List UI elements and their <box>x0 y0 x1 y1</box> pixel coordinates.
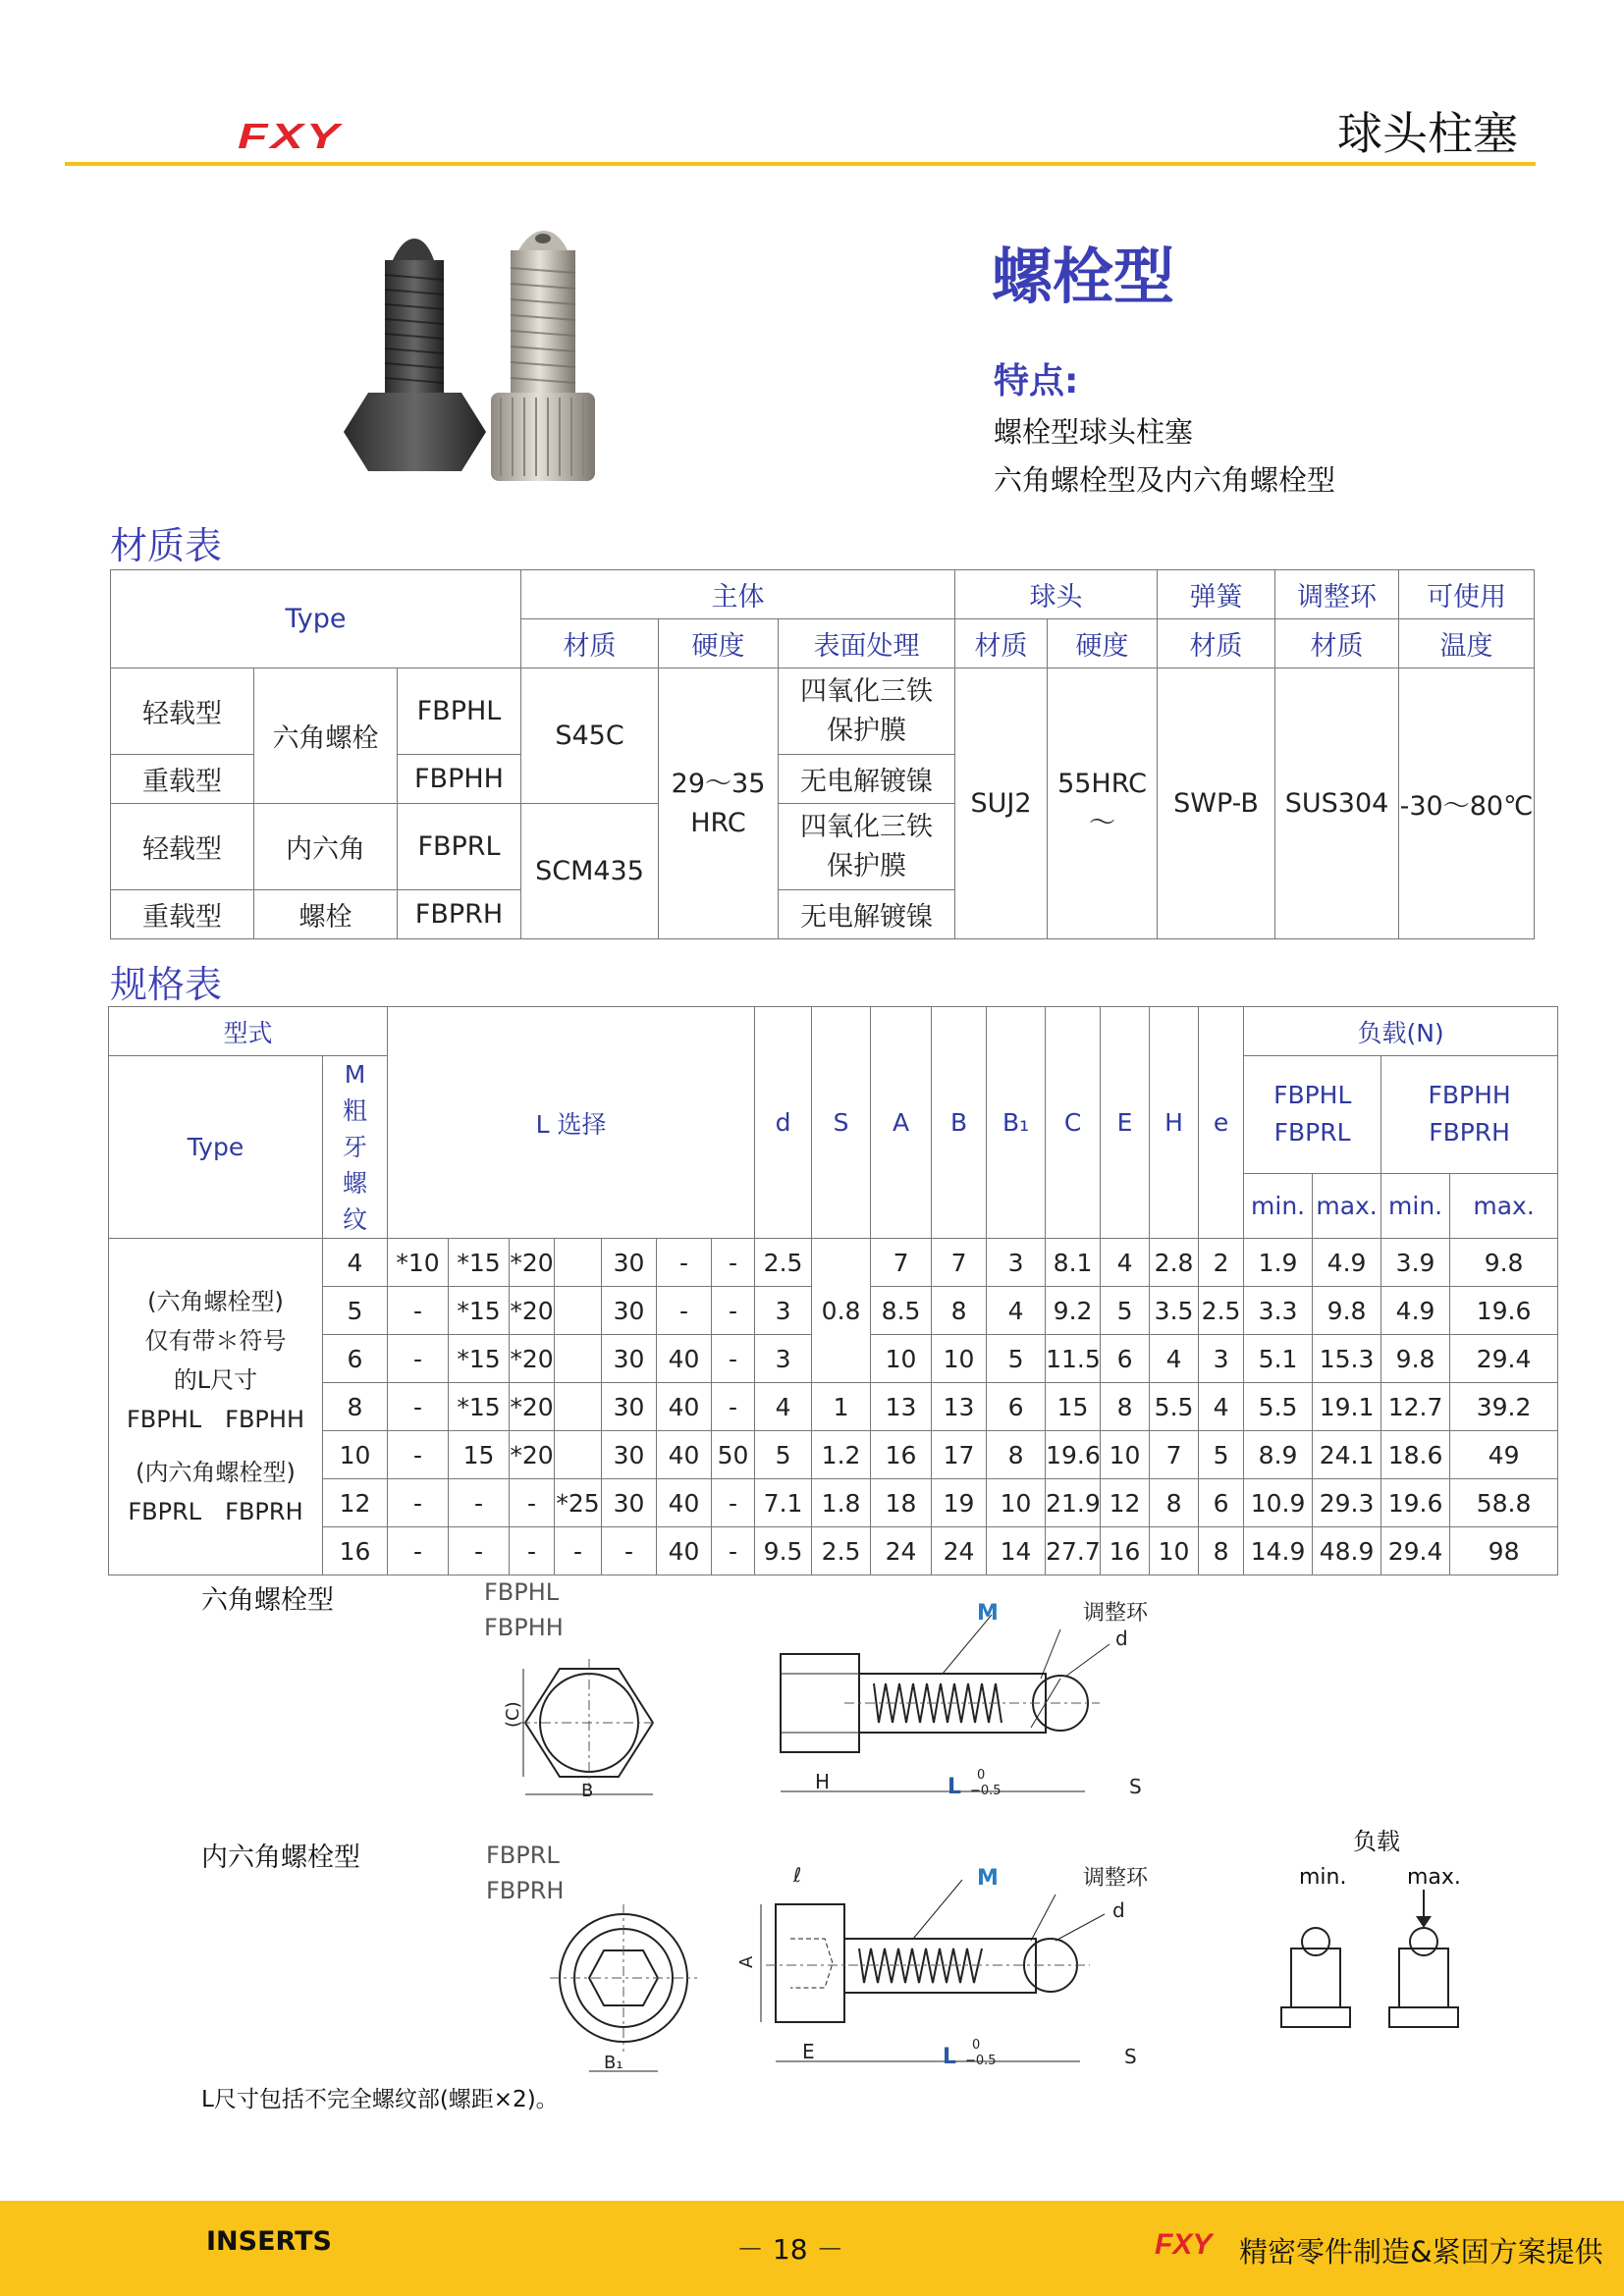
l-option-cell: - <box>657 1287 712 1335</box>
hex-code: FBPHH <box>484 1614 564 1641</box>
dim-d: d <box>1112 1898 1125 1922</box>
load-cell: 29.3 <box>1313 1479 1381 1527</box>
dim-cell: 8 <box>1150 1479 1199 1527</box>
dim-cell: 8 <box>1101 1383 1150 1431</box>
dim-cell: 11.5 <box>1046 1335 1101 1383</box>
load-cell: 重载型 <box>111 890 254 939</box>
col-header: E <box>1101 1007 1150 1239</box>
dim-cell: 3 <box>755 1335 812 1383</box>
load-cell: 8.9 <box>1244 1431 1313 1479</box>
m-size-cell: 5 <box>323 1287 388 1335</box>
m-size-cell: 8 <box>323 1383 388 1431</box>
dim-cell: 13 <box>871 1383 932 1431</box>
dim-cell: 12 <box>1101 1479 1150 1527</box>
dim-ring: 调整环 <box>1083 1601 1149 1626</box>
l-option-cell: *20 <box>510 1287 555 1335</box>
l-option-cell: *20 <box>510 1431 555 1479</box>
dim-cell: 5 <box>1101 1287 1150 1335</box>
type-note: (六角螺栓型) <box>147 1288 284 1315</box>
dim-cell: 10 <box>1150 1527 1199 1575</box>
dim-cell: 10 <box>1101 1431 1150 1479</box>
ball-group-header: 球头 <box>955 570 1158 619</box>
l-option-cell: - <box>388 1431 449 1479</box>
feature-item: 螺栓型球头柱塞 <box>994 415 1194 449</box>
hex-end-view <box>491 1649 687 1806</box>
tol-top: 0 <box>972 2038 981 2053</box>
l-option-cell: - <box>712 1479 755 1527</box>
l-option-cell: - <box>388 1335 449 1383</box>
surface-header: 表面处理 <box>779 619 955 668</box>
socket-code: FBPRL <box>486 1842 560 1869</box>
load-cell: 9.8 <box>1313 1287 1381 1335</box>
dim-cell: 8.1 <box>1046 1239 1101 1287</box>
dim-e: E <box>802 2040 815 2063</box>
l-option-cell: - <box>449 1527 510 1575</box>
load-cell: 5.1 <box>1244 1335 1313 1383</box>
dim-c: (C) <box>503 1701 523 1728</box>
load-cell: 48.9 <box>1313 1527 1381 1575</box>
dim-l: L <box>947 1775 962 1799</box>
l-option-cell: 30 <box>602 1239 657 1287</box>
dim-cell: 10 <box>987 1479 1046 1527</box>
load-cell: 24.1 <box>1313 1431 1381 1479</box>
dim-cell: 18 <box>871 1479 932 1527</box>
material-section-title: 材质表 <box>110 524 223 567</box>
dim-h: H <box>815 1770 831 1793</box>
dim-cell: 7 <box>871 1239 932 1287</box>
load-cell: 轻载型 <box>111 804 254 890</box>
l-option-cell: *15 <box>449 1383 510 1431</box>
load-cell: 18.6 <box>1381 1431 1450 1479</box>
model-header: 型式 <box>109 1007 388 1056</box>
l-option-cell <box>555 1239 602 1287</box>
spec-row <box>109 1431 1558 1479</box>
dim-cell: 15 <box>1046 1383 1101 1431</box>
load-cell: 9.8 <box>1381 1335 1450 1383</box>
load-diagram <box>1267 1826 1483 2042</box>
dim-cell: 4 <box>1101 1239 1150 1287</box>
load-max-label: max. <box>1407 1865 1461 1890</box>
l-option-cell <box>555 1287 602 1335</box>
l-option-cell: 15 <box>449 1431 510 1479</box>
l-option-cell: 30 <box>602 1479 657 1527</box>
col-header: B₁ <box>987 1007 1046 1239</box>
body-hardness-header: 硬度 <box>659 619 779 668</box>
ball-hardness-header: 硬度 <box>1048 619 1158 668</box>
spring-material-header: 材质 <box>1158 619 1275 668</box>
dim-s: S <box>1124 2045 1137 2068</box>
spec-table <box>108 1006 1558 1575</box>
m-size-cell: 10 <box>323 1431 388 1479</box>
l-option-cell: 30 <box>602 1383 657 1431</box>
dim-cell: 2.5 <box>755 1239 812 1287</box>
l-option-cell: - <box>712 1287 755 1335</box>
dim-cell: 16 <box>1101 1527 1150 1575</box>
dim-cell: 3 <box>755 1287 812 1335</box>
dim-cell: 5.5 <box>1150 1383 1199 1431</box>
header-divider <box>65 162 1536 166</box>
footer-tagline: 精密零件制造&紧固方案提供 <box>1239 2235 1603 2269</box>
socket-drawing-label: 内六角螺栓型 <box>201 1842 360 1873</box>
dim-cell: 3 <box>987 1239 1046 1287</box>
dim-cell: 3.5 <box>1150 1287 1199 1335</box>
dim-cell: 14 <box>987 1527 1046 1575</box>
dim-cell: 3 <box>1199 1335 1244 1383</box>
code-cell: FBPRL <box>398 804 521 890</box>
l-option-cell: - <box>388 1527 449 1575</box>
body-material-cell: SCM435 <box>521 804 659 939</box>
dim-cell: 24 <box>871 1527 932 1575</box>
l-option-cell: - <box>388 1287 449 1335</box>
type-header: Type <box>109 1056 323 1239</box>
spec-row <box>109 1479 1558 1527</box>
features-label: 特点: <box>994 361 1079 401</box>
dim-cell: 5 <box>1199 1431 1244 1479</box>
hex-drawing-label: 六角螺栓型 <box>201 1585 334 1616</box>
dim-b1: B₁ <box>604 2053 623 2073</box>
m-size-cell: 16 <box>323 1527 388 1575</box>
spec-row <box>109 1239 1558 1287</box>
dim-cell: 9.2 <box>1046 1287 1101 1335</box>
load-group-header: FBPHH FBPRH <box>1381 1056 1558 1174</box>
body-material-header: 材质 <box>521 619 659 668</box>
dim-cell: 4 <box>755 1383 812 1431</box>
spec-section-title: 规格表 <box>110 963 223 1006</box>
load-cell: 19.1 <box>1313 1383 1381 1431</box>
col-header: B <box>932 1007 987 1239</box>
l-option-cell: 50 <box>712 1431 755 1479</box>
l-option-cell: - <box>388 1383 449 1431</box>
dim-cell: 4 <box>987 1287 1046 1335</box>
col-header: d <box>755 1007 812 1239</box>
max-header: max. <box>1313 1173 1381 1238</box>
l-option-cell: *10 <box>388 1239 449 1287</box>
col-header: e <box>1199 1007 1244 1239</box>
dim-cell: 2.8 <box>1150 1239 1199 1287</box>
feature-item: 六角螺栓型及内六角螺栓型 <box>994 463 1336 497</box>
l-option-cell: - <box>712 1527 755 1575</box>
hardness-cell: 29～35 HRC <box>659 668 779 939</box>
kind-cell: 螺栓 <box>254 890 398 939</box>
dim-cell: 6 <box>1199 1479 1244 1527</box>
kind-cell: 内六角 <box>254 804 398 890</box>
l-option-cell: 30 <box>602 1431 657 1479</box>
l-option-cell: 40 <box>657 1479 712 1527</box>
load-cell: 14.9 <box>1244 1527 1313 1575</box>
dim-cell: 17 <box>932 1431 987 1479</box>
ring-cell: SUS304 <box>1275 668 1399 939</box>
l-option-cell: *15 <box>449 1239 510 1287</box>
load-cell: 3.9 <box>1381 1239 1450 1287</box>
min-header: min. <box>1244 1173 1313 1238</box>
load-header: 负载(N) <box>1244 1007 1558 1056</box>
kind-cell: 六角螺栓 <box>254 668 398 804</box>
dim-cell: 21.9 <box>1046 1479 1101 1527</box>
dim-cell: 6 <box>987 1383 1046 1431</box>
dim-cell: 5 <box>755 1431 812 1479</box>
page-title: 球头柱塞 <box>1337 107 1518 160</box>
hex-code: FBPHL <box>484 1578 560 1606</box>
type-note: 的L尺寸 <box>173 1366 258 1394</box>
l-option-cell: - <box>657 1239 712 1287</box>
surface-cell: 四氧化三铁保护膜 <box>779 668 955 755</box>
dim-cell: 1 <box>812 1383 871 1431</box>
dim-m: M <box>977 1866 999 1891</box>
l-option-cell: *20 <box>510 1335 555 1383</box>
type-note: FBPRL FBPRH <box>128 1498 303 1525</box>
load-cell: 轻载型 <box>111 668 254 755</box>
dim-l: L <box>943 2045 957 2069</box>
body-group-header: 主体 <box>521 570 955 619</box>
col-header: S <box>812 1007 871 1239</box>
dim-cell: 1.2 <box>812 1431 871 1479</box>
load-min-label: min. <box>1299 1865 1347 1890</box>
l-option-cell: *20 <box>510 1239 555 1287</box>
dim-cell: 8 <box>1199 1527 1244 1575</box>
l-option-cell: - <box>510 1527 555 1575</box>
m-size-cell: 4 <box>323 1239 388 1287</box>
type-note: FBPHL FBPHH <box>127 1406 304 1433</box>
l-option-cell: 30 <box>602 1287 657 1335</box>
dim-cell: 13 <box>932 1383 987 1431</box>
dim-ell: ℓ <box>793 1863 802 1887</box>
dim-cell: 0.8 <box>812 1239 871 1383</box>
load-cell: 15.3 <box>1313 1335 1381 1383</box>
dim-cell: 2.5 <box>1199 1287 1244 1335</box>
type-note: (内六角螺栓型) <box>135 1459 296 1486</box>
product-title: 螺栓型 <box>992 240 1175 312</box>
spring-group-header: 弹簧 <box>1158 570 1275 619</box>
surface-cell: 无电解镀镍 <box>779 755 955 804</box>
page-number: － 18 － <box>736 2233 844 2266</box>
surface-cell: 四氧化三铁保护膜 <box>779 804 955 890</box>
dim-cell: 8 <box>987 1431 1046 1479</box>
load-cell: 19.6 <box>1450 1287 1558 1335</box>
load-cell: 29.4 <box>1381 1527 1450 1575</box>
code-cell: FBPRH <box>398 890 521 939</box>
dim-cell: 10 <box>871 1335 932 1383</box>
l-option-cell: *15 <box>449 1287 510 1335</box>
dim-cell: 6 <box>1101 1335 1150 1383</box>
type-notes-cell <box>109 1239 323 1575</box>
min-header: min. <box>1381 1173 1450 1238</box>
l-option-cell <box>555 1335 602 1383</box>
load-cell: 49 <box>1450 1431 1558 1479</box>
socket-side-view <box>717 1860 1168 2076</box>
dim-cell: 7.1 <box>755 1479 812 1527</box>
temperature-cell: -30～80℃ <box>1399 668 1535 939</box>
load-cell: 1.9 <box>1244 1239 1313 1287</box>
l-option-cell: *15 <box>449 1335 510 1383</box>
load-group-header: FBPHL FBPRL <box>1244 1056 1381 1174</box>
l-option-cell <box>555 1383 602 1431</box>
type-note: 仅有带＊符号 <box>144 1327 287 1355</box>
l-option-cell: - <box>555 1527 602 1575</box>
m-size-cell: 12 <box>323 1479 388 1527</box>
temp-header: 温度 <box>1399 619 1535 668</box>
dim-cell: 5 <box>987 1335 1046 1383</box>
socket-end-view <box>540 1899 707 2081</box>
tol-bot: −0.5 <box>970 1784 1001 1798</box>
note-text: L尺寸包括不完全螺纹部(螺距×2)。 <box>201 2087 559 2112</box>
footer-category: INSERTS <box>206 2226 332 2257</box>
load-cell: 98 <box>1450 1527 1558 1575</box>
load-cell: 5.5 <box>1244 1383 1313 1431</box>
dim-ring: 调整环 <box>1083 1866 1149 1891</box>
ball-material-header: 材质 <box>955 619 1048 668</box>
max-header: max. <box>1450 1173 1558 1238</box>
l-option-cell: - <box>712 1335 755 1383</box>
dim-cell: 16 <box>871 1431 932 1479</box>
load-cell: 19.6 <box>1381 1479 1450 1527</box>
l-option-cell: 40 <box>657 1335 712 1383</box>
dim-cell: 9.5 <box>755 1527 812 1575</box>
l-option-cell: - <box>510 1479 555 1527</box>
product-photo <box>324 231 648 486</box>
l-option-cell: 30 <box>602 1335 657 1383</box>
col-header: C <box>1046 1007 1101 1239</box>
ring-material-header: 材质 <box>1275 619 1399 668</box>
temp-group-header: 可使用 <box>1399 570 1535 619</box>
load-cell: 58.8 <box>1450 1479 1558 1527</box>
load-cell: 4.9 <box>1381 1287 1450 1335</box>
body-material-cell: S45C <box>521 668 659 804</box>
m-thread-header: M 粗牙 螺纹 <box>323 1056 388 1239</box>
dim-cell: 8 <box>932 1287 987 1335</box>
dim-cell: 7 <box>1150 1431 1199 1479</box>
l-option-cell: 40 <box>657 1383 712 1431</box>
spec-row <box>109 1383 1558 1431</box>
code-cell: FBPHL <box>398 668 521 755</box>
l-option-cell: 40 <box>657 1431 712 1479</box>
m-size-cell: 6 <box>323 1335 388 1383</box>
surface-cell: 无电解镀镍 <box>779 890 955 939</box>
tol-bot: −0.5 <box>965 2054 997 2068</box>
ring-group-header: 调整环 <box>1275 570 1399 619</box>
load-cell: 12.7 <box>1381 1383 1450 1431</box>
l-option-cell: - <box>712 1383 755 1431</box>
dim-d: d <box>1115 1627 1128 1650</box>
l-option-cell <box>555 1431 602 1479</box>
l-option-cell: - <box>602 1527 657 1575</box>
l-option-cell: *25 <box>555 1479 602 1527</box>
dim-cell: 4 <box>1150 1335 1199 1383</box>
hex-side-view <box>766 1590 1178 1811</box>
dim-cell: 2.5 <box>812 1527 871 1575</box>
load-cell: 3.3 <box>1244 1287 1313 1335</box>
dim-cell: 8.5 <box>871 1287 932 1335</box>
col-header: A <box>871 1007 932 1239</box>
ball-hardness-cell: 55HRC ～ <box>1048 668 1158 939</box>
l-option-cell: - <box>712 1239 755 1287</box>
l-option-cell: - <box>388 1479 449 1527</box>
socket-code: FBPRH <box>486 1877 565 1904</box>
l-option-cell: - <box>449 1479 510 1527</box>
dim-cell: 1.8 <box>812 1479 871 1527</box>
tol-top: 0 <box>977 1768 986 1783</box>
dim-cell: 19.6 <box>1046 1431 1101 1479</box>
dim-b: B <box>581 1781 594 1801</box>
dim-cell: 27.7 <box>1046 1527 1101 1575</box>
load-diagram-title: 负载 <box>1353 1828 1400 1855</box>
dim-m: M <box>977 1601 999 1626</box>
spring-cell: SWP-B <box>1158 668 1275 939</box>
brand-logo: FXY <box>238 116 343 157</box>
load-cell: 4.9 <box>1313 1239 1381 1287</box>
l-option-cell: 40 <box>657 1527 712 1575</box>
spec-row <box>109 1527 1558 1575</box>
col-header: H <box>1150 1007 1199 1239</box>
code-cell: FBPHH <box>398 755 521 804</box>
dim-s: S <box>1129 1775 1142 1798</box>
dim-cell: 19 <box>932 1479 987 1527</box>
dim-cell: 24 <box>932 1527 987 1575</box>
dim-cell: 2 <box>1199 1239 1244 1287</box>
l-option-cell: *20 <box>510 1383 555 1431</box>
load-cell: 9.8 <box>1450 1239 1558 1287</box>
footer-logo: FXY <box>1155 2228 1213 2261</box>
load-cell: 重载型 <box>111 755 254 804</box>
load-cell: 39.2 <box>1450 1383 1558 1431</box>
dim-cell: 4 <box>1199 1383 1244 1431</box>
load-cell: 29.4 <box>1450 1335 1558 1383</box>
material-table <box>110 569 1535 939</box>
l-select-header: L 选择 <box>388 1007 755 1239</box>
type-header: Type <box>111 570 521 668</box>
ball-material-cell: SUJ2 <box>955 668 1048 939</box>
dim-cell: 7 <box>932 1239 987 1287</box>
dim-a: A <box>736 1955 757 1968</box>
dim-cell: 10 <box>932 1335 987 1383</box>
load-cell: 10.9 <box>1244 1479 1313 1527</box>
